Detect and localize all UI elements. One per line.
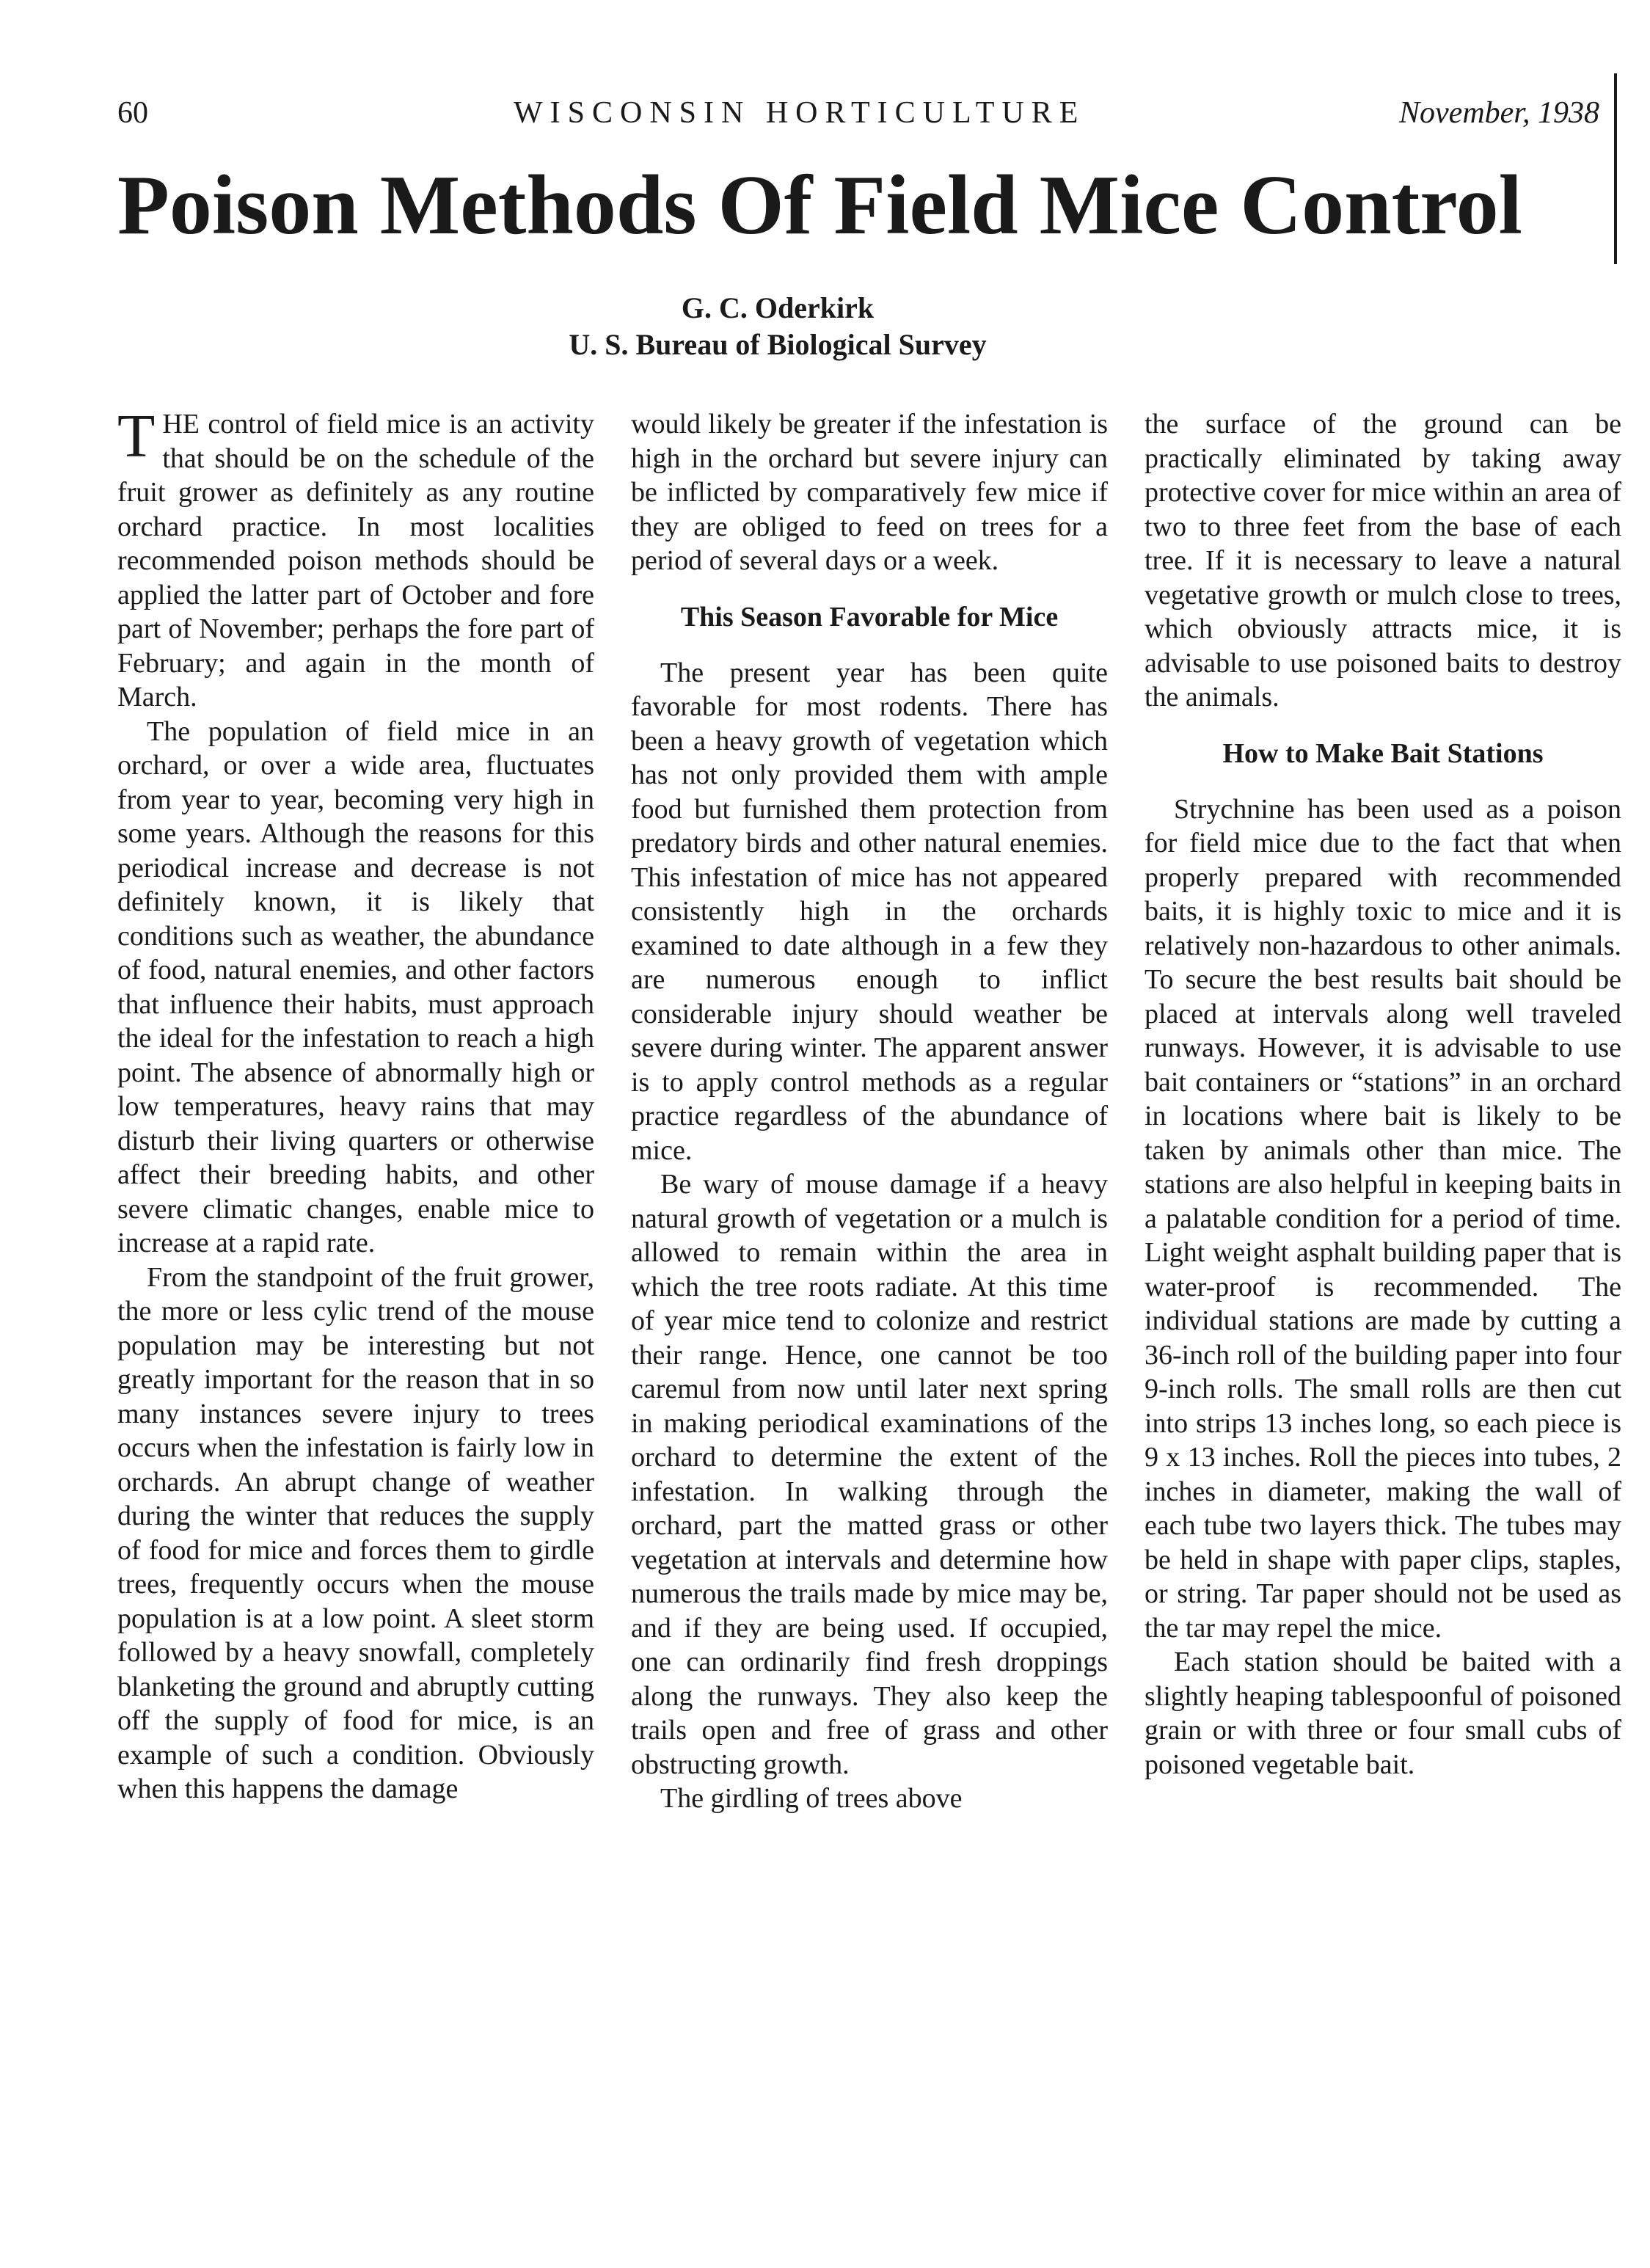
- paragraph-continued: the surface of the ground can be practically eliminated by taking away protective cover for mice within an area of two to three feet from the base of each tree. If it is necessary to leave a natural vegetative growth or mulch close to trees, which obviously attracts mice, it is advisable to use poisoned baits to destroy the animals.: [1145, 409, 1621, 712]
- paragraph: Be wary of mouse damage if a heavy natural growth of vegetation or a mulch is allowed to remain within the area in which the tree roots radiate. At this time of year mice tend to colonize and restrict their range. Hence, one cannot be too caremul from now until later next spring in making periodical examinations of the orchard to determine the extent of the infestation. In walking through the orchard, part the matted grass or other vegetation at intervals and determine how numerous the trails made by mice may be, and if they are being used. If occupied, one can ordinarily find fresh droppings along the runways. They also keep the trails open and free of grass and other obstructing growth.: [631, 1169, 1108, 1780]
- drop-cap: T: [117, 407, 156, 470]
- issue-date: November, 1938: [1399, 96, 1599, 130]
- author-affiliation: U. S. Bureau of Biological Survey: [569, 328, 987, 361]
- paragraph-intro-text: HE control of field mice is an activity that should be on the schedule of the fruit grower as definitely as any routine orchard practice. In most localities recommended poison methods should be applied the latter part of October and fore part of November; perhaps the fore part of February; and again in the month of March.: [117, 409, 594, 712]
- running-header: [117, 95, 1599, 139]
- page-number: 60: [117, 96, 148, 130]
- section-heading: This Season Favorable for Mice: [680, 601, 1059, 632]
- author-name: G. C. Oderkirk: [681, 291, 875, 324]
- paragraph-intro: [117, 407, 594, 715]
- publication-title: WISCONSIN HORTICULTURE: [514, 96, 1086, 130]
- byline: [484, 290, 1071, 363]
- section-heading: How to Make Bait Stations: [1222, 737, 1544, 769]
- column-2: [631, 407, 1108, 2220]
- paragraph: Each station should be baited with a slightly heaping tablespoonful of poisoned grain or with three or four small cubs of poisoned vegetable bait.: [1145, 1647, 1621, 1780]
- paragraph: Strychnine has been used as a poison for field mice due to the fact that when properly prepared with recommended baits, it is highly toxic to mice and it is relatively non-hazardous to other animals. To secure the best results bait should be placed at intervals along well traveled runways. However, it is advisable to use bait containers or “stations” in an orchard in locations where bait is likely to be taken by animals other than mice. The stations are also helpful in keeping baits in a palatable condition for a period of time. Light weight asphalt building paper that is water-proof is recommended. The individual stations are made by cutting a 36-inch roll of the building paper into four 9-inch rolls. The small rolls are then cut into strips 13 inches long, so each piece is 9 x 13 inches. Roll the pieces into tubes, 2 inches in diameter, making the wall of each tube two layers thick. The tubes may be held in shape with paper clips, staples, or string. Tar paper should not be used as the tar may repel the mice.: [1145, 793, 1621, 1644]
- paragraph: From the standpoint of the fruit grower, the more or less cylic trend of the mouse population may be interesting but not greatly important for the reason that in so many instances severe injury to trees occurs when the infestation is fairly low in orchards. An abrupt change of weather during the winter that reduces the supply of food for mice and forces them to girdle trees, frequently occurs when the mouse population is at a low point. A sleet storm followed by a heavy snowfall, completely blanketing the ground and abruptly cutting off the supply of food for mice, is an example of such a condition. Obviously when this happens the damage: [117, 1261, 594, 1804]
- article-title: Poison Methods Of Field Mice Control: [117, 158, 1522, 252]
- paragraph-continued: would likely be greater if the infestation is high in the orchard but severe injury can be inflicted by comparatively few mice if they are obliged to feed on trees for a period of several days or a week.: [631, 409, 1108, 576]
- paragraph: The present year has been quite favorable for most rodents. There has been a heavy growth of vegetation which has not only provided them with ample food but furnished them protection from predatory birds and other natural enemies. This infestation of mice has not appeared consistently high in the orchards examined to date although in a few they are numerous enough to inflict considerable injury should weather be severe during winter. The apparent answer is to apply control methods as a regular practice regardless of the abundance of mice.: [631, 657, 1108, 1166]
- paragraph: The girdling of trees above: [660, 1783, 963, 1814]
- column-3: [1145, 407, 1621, 2220]
- column-1: [117, 407, 594, 2220]
- paragraph: The population of field mice in an orchard, or over a wide area, fluctuates from year to year, becoming very high in some years. Although the reasons for this periodical increase and decrease is not definitely known, it is likely that conditions such as weather, the abundance of food, natural enemies, and other factors that influence their habits, must approach the ideal for the infestation to reach a high point. The absence of abnormally high or low temperatures, heavy rains that may disturb their living quarters or otherwise affect their breeding habits, and other severe climatic changes, enable mice to increase at a rapid rate.: [117, 715, 594, 1258]
